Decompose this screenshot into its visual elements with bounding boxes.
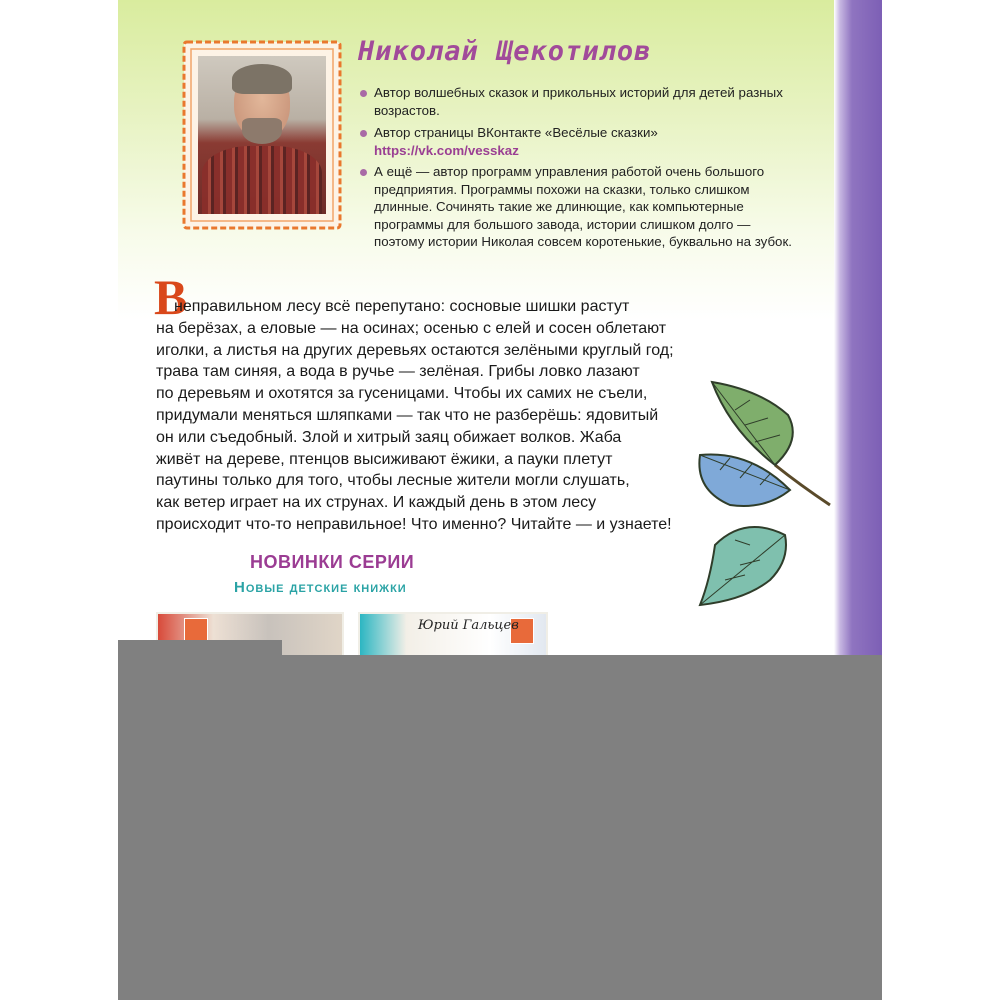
bio-text: А ещё — автор программ управления работой очень большого предприятия. Программы похожи на сказки, только слишком длинные. Сочинять такие же длинющие, как компьютерные программы для большого завода, истории слишком долго — поэтому истории Николая совсем коротенькие, буквально на зубок. xyxy=(374,164,792,250)
bio-item-1 xyxy=(360,84,800,119)
description-line: паутины только для того, чтобы лесные жители могли слушать, xyxy=(156,472,630,490)
series-heading: НОВИНКИ СЕРИИ xyxy=(250,552,415,572)
purple-side-stripe xyxy=(834,0,882,660)
author-name: Николай Щекотилов xyxy=(358,36,652,67)
book-description xyxy=(156,296,716,536)
birch-leaves-icon xyxy=(690,370,840,610)
description-line: живёт на дереве, птенцов высиживают ёжики, а пауки плетут xyxy=(156,450,613,468)
description-line: как ветер играет на их струнах. И каждый день в этом лесу xyxy=(156,494,597,512)
gray-placeholder-tab xyxy=(118,640,282,656)
description-line: иголки, а листья на других деревьях остаются зелёными круглый год; xyxy=(156,341,674,359)
bullet-icon xyxy=(360,90,367,97)
description-line: по деревьям и охотятся за гусеницами. Чтобы их самих не съели, xyxy=(156,385,648,403)
bullet-icon xyxy=(360,130,367,137)
gray-placeholder-block xyxy=(118,655,882,1000)
description-line: трава там синяя, а вода в ручье — зелёная. Грибы ловко лазают xyxy=(156,363,640,381)
bio-text: Автор страницы ВКонтакте «Весёлые сказки» xyxy=(374,125,658,140)
description-line: он или съедобный. Злой и хитрый заяц обижает волков. Жаба xyxy=(156,428,622,446)
bio-text: Автор волшебных сказок и прикольных историй для детей разных возрастов. xyxy=(374,85,783,118)
description-line: на берёзах, а еловые — на осинах; осенью с елей и сосен облетают xyxy=(156,319,667,337)
bullet-icon xyxy=(360,169,367,176)
author-portrait xyxy=(198,56,326,214)
description-line: неправильном лесу всё перепутано: сосновые шишки растут xyxy=(174,298,630,315)
description-line: придумали меняться шляпками — так что не разберёшь: ядовитый xyxy=(156,406,659,424)
drop-cap: В xyxy=(154,269,188,325)
cover-author: Юрий Гальцев xyxy=(418,618,519,633)
bio-item-3 xyxy=(360,163,800,251)
series-name: Новые детские книжки xyxy=(234,579,407,596)
vk-link[interactable]: https://vk.com/vesskaz xyxy=(374,142,519,158)
description-line: происходит что-то неправильное! Что именно? Читайте — и узнаете! xyxy=(156,515,672,533)
author-photo-frame xyxy=(182,40,342,230)
bio-item-2 xyxy=(360,124,800,159)
